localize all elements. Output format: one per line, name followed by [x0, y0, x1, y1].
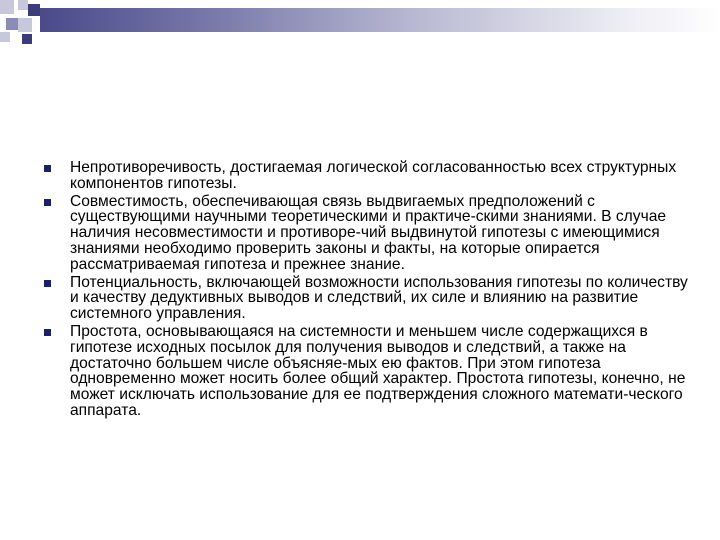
square-bullet-icon: [44, 280, 51, 287]
decor-square: [22, 34, 32, 44]
slide-decoration: [0, 0, 720, 50]
list-item: [40, 160, 690, 192]
decor-square: [6, 18, 18, 30]
header-gradient-bar: [40, 8, 720, 32]
list-item-text: Потенциальность, включающей возможности использования гипотезы по количеству и качеству дедуктивных выводов и следствий, их силе и влиянию на развитие системного управления.: [70, 273, 688, 323]
decor-square: [0, 32, 10, 42]
list-item-text: Совместимость, обеспечивающая связь выдвигаемых предположений с существующими научными теоретическими и практиче-скими знаниями. В случае наличия несовместимости и противоре-чий выдвинутой гипотезы с имеющимися знаниями необходимо проверить законы и факты, на которые опирается рассматриваемая гипотеза и прежнее знание.: [70, 192, 667, 273]
square-bullet-icon: [44, 329, 51, 336]
list-item-text: Непротиворечивость, достигаемая логической согласованностью всех структурных компонентов гипотезы.: [70, 159, 677, 192]
list-item: [40, 324, 690, 419]
decor-square: [18, 0, 28, 10]
decor-square: [0, 0, 14, 14]
decor-square: [28, 4, 40, 16]
list-item: [40, 275, 690, 322]
slide-content: [40, 160, 690, 421]
list-item-text: Простота, основывающаяся на системности и меньшем числе содержащихся в гипотезе исходных посылок для получения выводов и следствий, а также на достаточно большем числе объясняе-мых ею фактов. При этом гипотеза одновременно может носить более общий характер. Простота гипотезы, конечно, не может исключать использование для ее подтверждения сложного математи-ческого аппарата.: [70, 322, 686, 419]
decor-square: [18, 18, 32, 32]
bullet-list: [40, 160, 690, 419]
square-bullet-icon: [44, 199, 51, 206]
list-item: [40, 194, 690, 273]
square-bullet-icon: [44, 165, 51, 172]
